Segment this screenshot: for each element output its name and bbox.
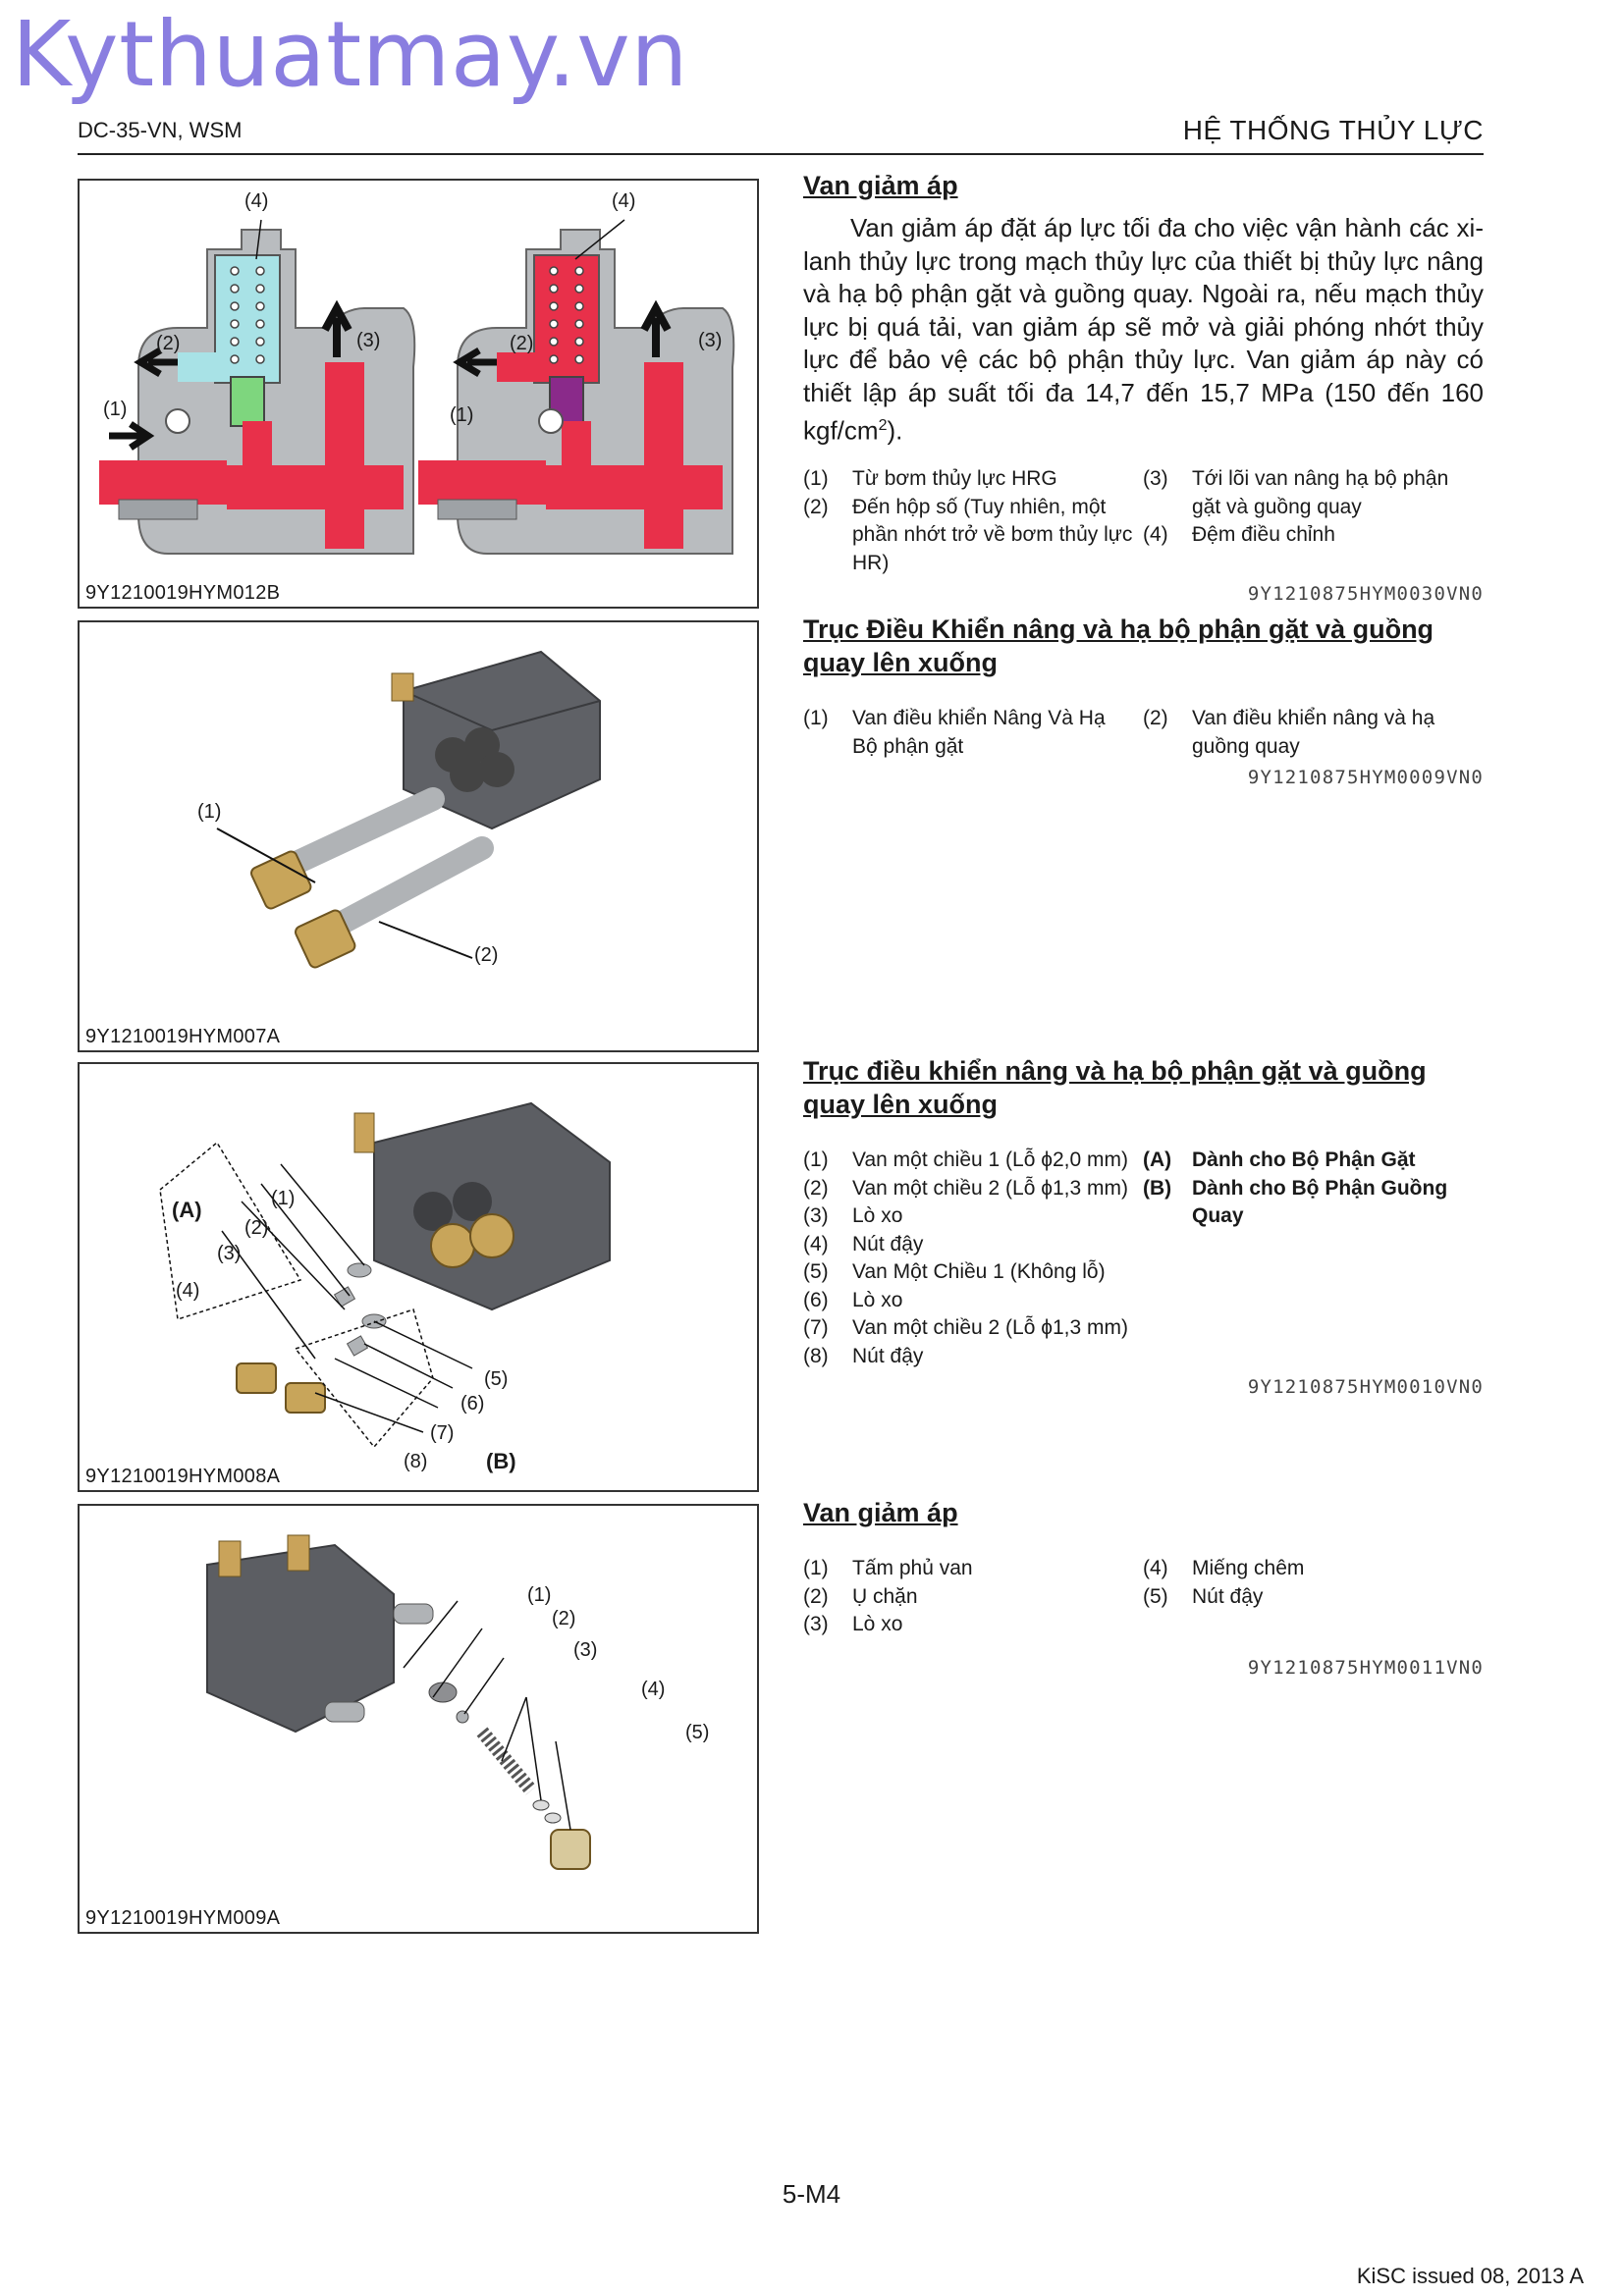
figure-code: 9Y1210019HYM009A [85, 1907, 281, 1929]
figure-callout: (4) [244, 190, 269, 212]
reference-code: 9Y1210875HYM0010VN0 [1247, 1376, 1484, 1398]
relief-valve-diagram [80, 181, 757, 573]
figure-callout: (6) [460, 1393, 485, 1415]
legend [803, 705, 1484, 761]
legend [803, 465, 1484, 577]
legend-item: (1) Từ bơm thủy lực HRG [803, 467, 1057, 491]
section-paragraph: Van giảm áp đặt áp lực tối đa cho việc vận hành các xi-lanh thủy lực trong mạch thủy lực của thiết bị thủy lực nâng và hạ bộ phận gặt và guồng quay. Ngoài ra, nếu mạch thủy lực bị quá tải, van giảm áp sẽ mở và giải phóng nhớt thủy lực để bảo vệ các bộ phận thủy lực. Van giảm áp này có thiết lập áp suất tối đa 14,7 đến 15,7 MPa (150 đến 160 kgf/$cm^2$). [803, 213, 1484, 446]
figure-callout: (3) [698, 330, 723, 351]
legend-item: (4) Miếng chêm [1143, 1557, 1305, 1579]
figure-callout: (4) [176, 1280, 200, 1302]
watermark: Kythuatmay.vn [12, 2, 689, 107]
legend-item: (8) Nút đậy [803, 1344, 924, 1367]
section-title: HỆ THỐNG THỦY LỰC [1182, 115, 1484, 145]
section-relief-valve [803, 169, 1484, 605]
figure-check-valves-exploded [78, 1062, 759, 1492]
valve-assembly [207, 1535, 433, 1732]
figure-callout: (7) [430, 1422, 455, 1444]
legend-item: (1) Tấm phủ van [803, 1557, 973, 1579]
figure-relief-valve-exploded [78, 1504, 759, 1934]
section-lift-control-shaft [803, 613, 1484, 788]
legend-item: (1) Van một chiều 1 (Lỗ ϕ2,0 mm) [803, 1148, 1128, 1171]
header-divider [78, 153, 1484, 155]
document-code: DC-35-VN, WSM [78, 118, 243, 142]
figure-callout: (2) [510, 333, 534, 354]
figure-callout: (2) [474, 944, 499, 966]
reference-code: 9Y1210875HYM0030VN0 [1247, 583, 1484, 606]
legend-item: (5) Nút đậy [1143, 1584, 1264, 1608]
exploded-parts [429, 1682, 590, 1869]
legend-item: (2) Van điều khiển nâng và hạ guồng quay [1143, 707, 1435, 758]
section-heading: Van giảm áp [803, 1498, 958, 1527]
figure-callout: (B) [486, 1449, 516, 1473]
figure-callout: (2) [244, 1217, 269, 1239]
section-heading: Trục điều khiển nâng và hạ bộ phận gặt và guồng quay lên xuống [803, 1056, 1427, 1119]
figure-callout: (4) [612, 190, 636, 212]
legend-item: (3) Lò xo [803, 1613, 903, 1635]
legend-item: (2) Ụ chặn [803, 1584, 918, 1608]
section-check-valves [803, 1054, 1484, 1398]
valve-section-left [99, 220, 414, 554]
figure-code: 9Y1210019HYM007A [85, 1026, 281, 1047]
legend-item: (1) Van điều khiển Nâng Và Hạ Bộ phận gặt [803, 707, 1106, 758]
valve-section-right [418, 220, 733, 554]
legend-item: (A) Dành cho Bộ Phận Gặt [1143, 1148, 1416, 1171]
section-relief-valve-parts [803, 1496, 1484, 1679]
figure-callout: (5) [685, 1722, 710, 1743]
figure-relief-valve-section [78, 179, 759, 609]
section-heading: Van giảm áp [803, 171, 958, 200]
lift-control-spools-photo [80, 622, 757, 1015]
figure-callout: (1) [271, 1188, 296, 1209]
figure-callout: (1) [103, 399, 128, 420]
legend-item: (4) Đệm điều chỉnh [1143, 523, 1335, 547]
figure-callout: (2) [552, 1608, 576, 1629]
figure-callout: (3) [573, 1639, 598, 1661]
reference-code: 9Y1210875HYM0009VN0 [1247, 767, 1484, 788]
figure-callout: (A) [172, 1198, 202, 1222]
legend-item: (7) Van một chiều 2 (Lỗ ϕ1,3 mm) [803, 1316, 1128, 1339]
legend-item: (3) Tới lõi van nâng hạ bộ phận gặt và guồng quay [1143, 467, 1449, 518]
figure-code: 9Y1210019HYM012B [85, 582, 281, 604]
relief-valve-exploded-photo [80, 1506, 757, 1898]
page-number: 5-M4 [782, 2179, 841, 2209]
legend-item: (B) Dành cho Bộ Phận Guồng Quay [1143, 1176, 1448, 1227]
figure-lift-control-spools [78, 620, 759, 1052]
figure-callout: (3) [217, 1243, 242, 1264]
figure-callout: (3) [356, 330, 381, 351]
legend-item: (2) Van một chiều 2 (Lỗ ϕ1,3 mm) [803, 1176, 1128, 1200]
legend [803, 1147, 1484, 1370]
legend-item: (5) Van Một Chiều 1 (Không lỗ) [803, 1260, 1106, 1283]
check-valves-photo [80, 1064, 757, 1457]
legend [803, 1555, 1484, 1639]
reference-code: 9Y1210875HYM0011VN0 [1247, 1656, 1484, 1679]
issue-note: KiSC issued 08, 2013 A [1356, 2264, 1584, 2288]
figure-callout: (1) [527, 1584, 552, 1606]
legend-item: (6) Lò xo [803, 1288, 903, 1311]
figure-callout: (4) [641, 1679, 666, 1700]
figure-code: 9Y1210019HYM008A [85, 1466, 281, 1487]
valve-body [354, 1103, 610, 1309]
figure-callout: (1) [197, 801, 222, 823]
section-heading: Trục Điều Khiển nâng và hạ bộ phận gặt và guồng quay lên xuống [803, 614, 1434, 677]
figure-callout: (8) [404, 1451, 428, 1472]
legend-item: (4) Nút đậy [803, 1232, 924, 1255]
figure-callout: (2) [156, 333, 181, 354]
legend-item: (3) Lò xo [803, 1204, 903, 1227]
legend-item: (2) Đến hộp số (Tuy nhiên, một phần nhớt trở về bơm thủy lực HR) [803, 495, 1133, 574]
figure-callout: (1) [450, 404, 474, 426]
figure-callout: (5) [484, 1368, 509, 1390]
